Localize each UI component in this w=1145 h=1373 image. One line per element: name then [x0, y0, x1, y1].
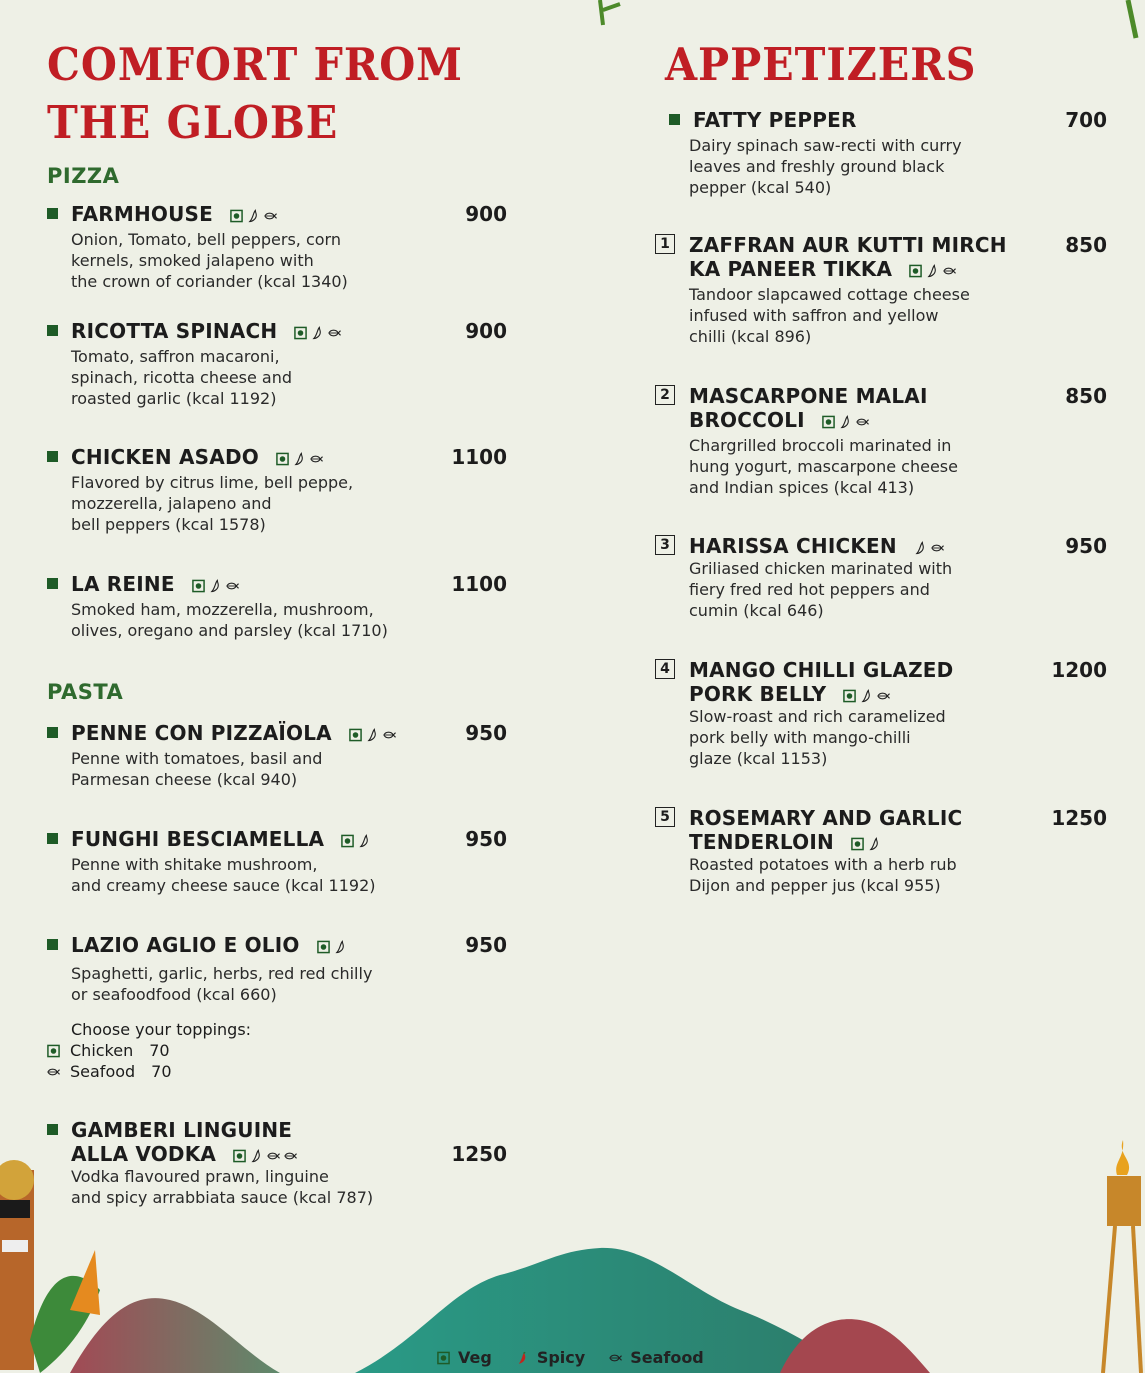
veg-icon — [341, 834, 354, 848]
menu-item — [47, 445, 507, 535]
menu-item — [47, 572, 507, 641]
item-description: Tomato, saffron macaroni, spinach, ricotta cheese and roasted garlic (kcal 1192) — [71, 347, 293, 408]
item-name: LA REINE — [71, 572, 175, 596]
veg-icon — [851, 837, 864, 851]
fish-icon — [877, 689, 890, 703]
item-price: 950 — [1065, 534, 1107, 558]
veg-icon — [47, 1044, 60, 1058]
item-price: 950 — [465, 827, 507, 851]
bullet — [47, 578, 58, 589]
item-name: FATTY PEPPER — [693, 108, 857, 132]
leaf-decoration — [595, 0, 625, 28]
bullet — [47, 325, 58, 336]
item-description: Griliased chicken marinated with fiery fred red hot peppers and cumin (kcal 646) — [689, 559, 953, 620]
fish-icon — [383, 728, 396, 742]
torch-decoration — [1095, 1140, 1145, 1373]
chili-icon — [293, 452, 306, 466]
fish-icon — [284, 1149, 297, 1163]
fish-icon — [609, 1351, 622, 1365]
item-name: ROSEMARY AND GARLIC — [689, 806, 963, 830]
item-price: 1200 — [1051, 658, 1107, 682]
item-name: CHICKEN ASADO — [71, 445, 259, 469]
item-description: Tandoor slapcawed cottage cheese infused with saffron and yellow chilli (kcal 896) — [689, 285, 970, 346]
veg-icon — [230, 209, 243, 223]
item-name: MANGO CHILLI GLAZED — [689, 658, 954, 682]
legend-seafood: Seafood — [609, 1348, 704, 1367]
veg-icon — [822, 415, 835, 429]
fish-icon — [264, 209, 277, 223]
bullet — [47, 451, 58, 462]
fish-icon — [226, 579, 239, 593]
item-price: 1100 — [451, 445, 507, 469]
item-name: RICOTTA SPINACH — [71, 319, 278, 343]
item-price: 900 — [465, 202, 507, 226]
item-description: Dairy spinach saw-recti with curry leaves and freshly ground black pepper (kcal 540) — [689, 136, 962, 197]
item-description: Slow-roast and rich caramelized pork belly with mango-chilli glaze (kcal 1153) — [689, 707, 946, 768]
chili-icon — [839, 415, 852, 429]
item-description: Penne with tomatoes, basil and Parmesan cheese (kcal 940) — [71, 749, 323, 789]
toppings-label: Choose your toppings: — [71, 1020, 252, 1039]
fish-icon — [328, 326, 341, 340]
bullet — [47, 939, 58, 950]
item-name: PENNE CON PIZZAÏOLA — [71, 721, 332, 745]
chili-icon — [860, 689, 873, 703]
chili-icon — [311, 326, 324, 340]
item-price: 950 — [465, 721, 507, 745]
item-name: HARISSA CHICKEN — [689, 534, 897, 558]
bullet — [669, 114, 680, 125]
item-price: 1100 — [451, 572, 507, 596]
legend-spicy: Spicy — [516, 1348, 585, 1367]
fish-icon — [931, 541, 944, 555]
section-title-pizza: PIZZA — [47, 164, 120, 188]
chili-icon — [334, 940, 347, 954]
legend-veg: Veg — [437, 1348, 492, 1367]
fish-icon — [856, 415, 869, 429]
chili-icon — [516, 1351, 529, 1365]
bullet — [47, 727, 58, 738]
item-price: 850 — [1065, 233, 1107, 257]
menu-item: 2 MASCARPONE MALAI BROCCOLI 850 Chargrilled broccoli marinated in hung yogurt, mascarpone cheese and Indian spices (kcal 413) — [655, 384, 1107, 498]
chili-icon — [250, 1149, 263, 1163]
menu-item — [47, 202, 507, 292]
menu-item: GAMBERI LINGUINE ALLA VODKA 1250 Vodka flavoured prawn, linguine and spicy arrabbiata sauce (kcal 787) — [47, 1118, 507, 1208]
item-name: MASCARPONE MALAI — [689, 384, 928, 408]
bullet — [47, 833, 58, 844]
item-description: Roasted potatoes with a herb rub Dijon and pepper jus (kcal 955) — [689, 855, 957, 895]
veg-icon — [233, 1149, 246, 1163]
item-name: ZAFFRAN AUR KUTTI MIRCH — [689, 233, 1007, 257]
section-title-pasta: PASTA — [47, 680, 124, 704]
menu-item — [47, 721, 507, 790]
menu-item: 5 ROSEMARY AND GARLIC TENDERLOIN 1250 Roasted potatoes with a herb rub Dijon and pepper jus (kcal 955) — [655, 806, 1107, 896]
topping-option-chicken: Chicken 70 — [71, 1040, 251, 1061]
chili-icon — [868, 837, 881, 851]
item-number: 5 — [655, 807, 675, 827]
menu-item — [655, 108, 1107, 198]
veg-icon — [317, 940, 330, 954]
chili-icon — [366, 728, 379, 742]
item-name: GAMBERI LINGUINE — [71, 1118, 293, 1142]
veg-icon — [349, 728, 362, 742]
leaf-decoration — [1118, 0, 1145, 40]
menu-item — [655, 534, 1107, 621]
veg-icon — [192, 579, 205, 593]
appetizers-title: APPETIZERS — [665, 38, 977, 91]
item-description: Smoked ham, mozzerella, mushroom, olives, oregano and parsley (kcal 1710) — [71, 600, 388, 640]
fish-icon — [47, 1065, 60, 1079]
chili-icon — [209, 579, 222, 593]
menu-item: 1 ZAFFRAN AUR KUTTI MIRCH KA PANEER TIKKA 850 Tandoor slapcawed cottage cheese infused with saffron and yellow chilli (kcal 896) — [655, 233, 1107, 347]
fish-icon — [267, 1149, 280, 1163]
item-description: Vodka flavoured prawn, linguine and spicy arrabbiata sauce (kcal 787) — [71, 1167, 374, 1207]
item-description: Chargrilled broccoli marinated in hung yogurt, mascarpone cheese and Indian spices (kcal 413) — [689, 436, 958, 497]
item-description: Penne with shitake mushroom, and creamy cheese sauce (kcal 1192) — [71, 855, 376, 895]
item-price: 1250 — [1051, 806, 1107, 830]
item-description: Onion, Tomato, bell peppers, corn kernels, smoked jalapeno with the crown of coriander (kcal 1340) — [71, 230, 348, 291]
item-price: 900 — [465, 319, 507, 343]
item-description: Spaghetti, garlic, herbs, red red chilly or seafoodfood (kcal 660) — [71, 964, 373, 1004]
toppings-box — [71, 1019, 251, 1082]
veg-icon — [437, 1351, 450, 1365]
veg-icon — [909, 264, 922, 278]
chili-icon — [926, 264, 939, 278]
tiki-mask-decoration — [0, 1140, 110, 1373]
menu-item: 4 MANGO CHILLI GLAZED PORK BELLY 1200 Slow-roast and rich caramelized pork belly with mango-chilli glaze (kcal 1153) — [655, 658, 1107, 769]
item-name: FARMHOUSE — [71, 202, 213, 226]
legend — [437, 1348, 704, 1367]
item-price: 850 — [1065, 384, 1107, 408]
item-name: FUNGHI BESCIAMELLA — [71, 827, 325, 851]
menu-item — [47, 933, 507, 1005]
menu-item — [47, 319, 507, 409]
bullet — [47, 1124, 58, 1135]
fish-icon — [943, 264, 956, 278]
veg-icon — [276, 452, 289, 466]
item-number: 2 — [655, 385, 675, 405]
fish-icon — [310, 452, 323, 466]
item-price: 1250 — [451, 1142, 507, 1166]
bullet — [47, 208, 58, 219]
item-name: LAZIO AGLIO E OLIO — [71, 933, 300, 957]
item-price: 700 — [1065, 108, 1107, 132]
item-number: 4 — [655, 659, 675, 679]
main-title: COMFORT FROM THE GLOBE — [47, 38, 463, 149]
item-price: 950 — [465, 933, 507, 957]
chili-icon — [914, 541, 927, 555]
item-description: Flavored by citrus lime, bell peppe, mozzerella, jalapeno and bell peppers (kcal 1578) — [71, 473, 354, 534]
chili-icon — [247, 209, 260, 223]
item-number: 3 — [655, 535, 675, 555]
item-number: 1 — [655, 234, 675, 254]
veg-icon — [843, 689, 856, 703]
menu-item — [47, 827, 507, 896]
chili-icon — [358, 834, 371, 848]
veg-icon — [294, 326, 307, 340]
topping-option-seafood: Seafood 70 — [71, 1061, 251, 1082]
